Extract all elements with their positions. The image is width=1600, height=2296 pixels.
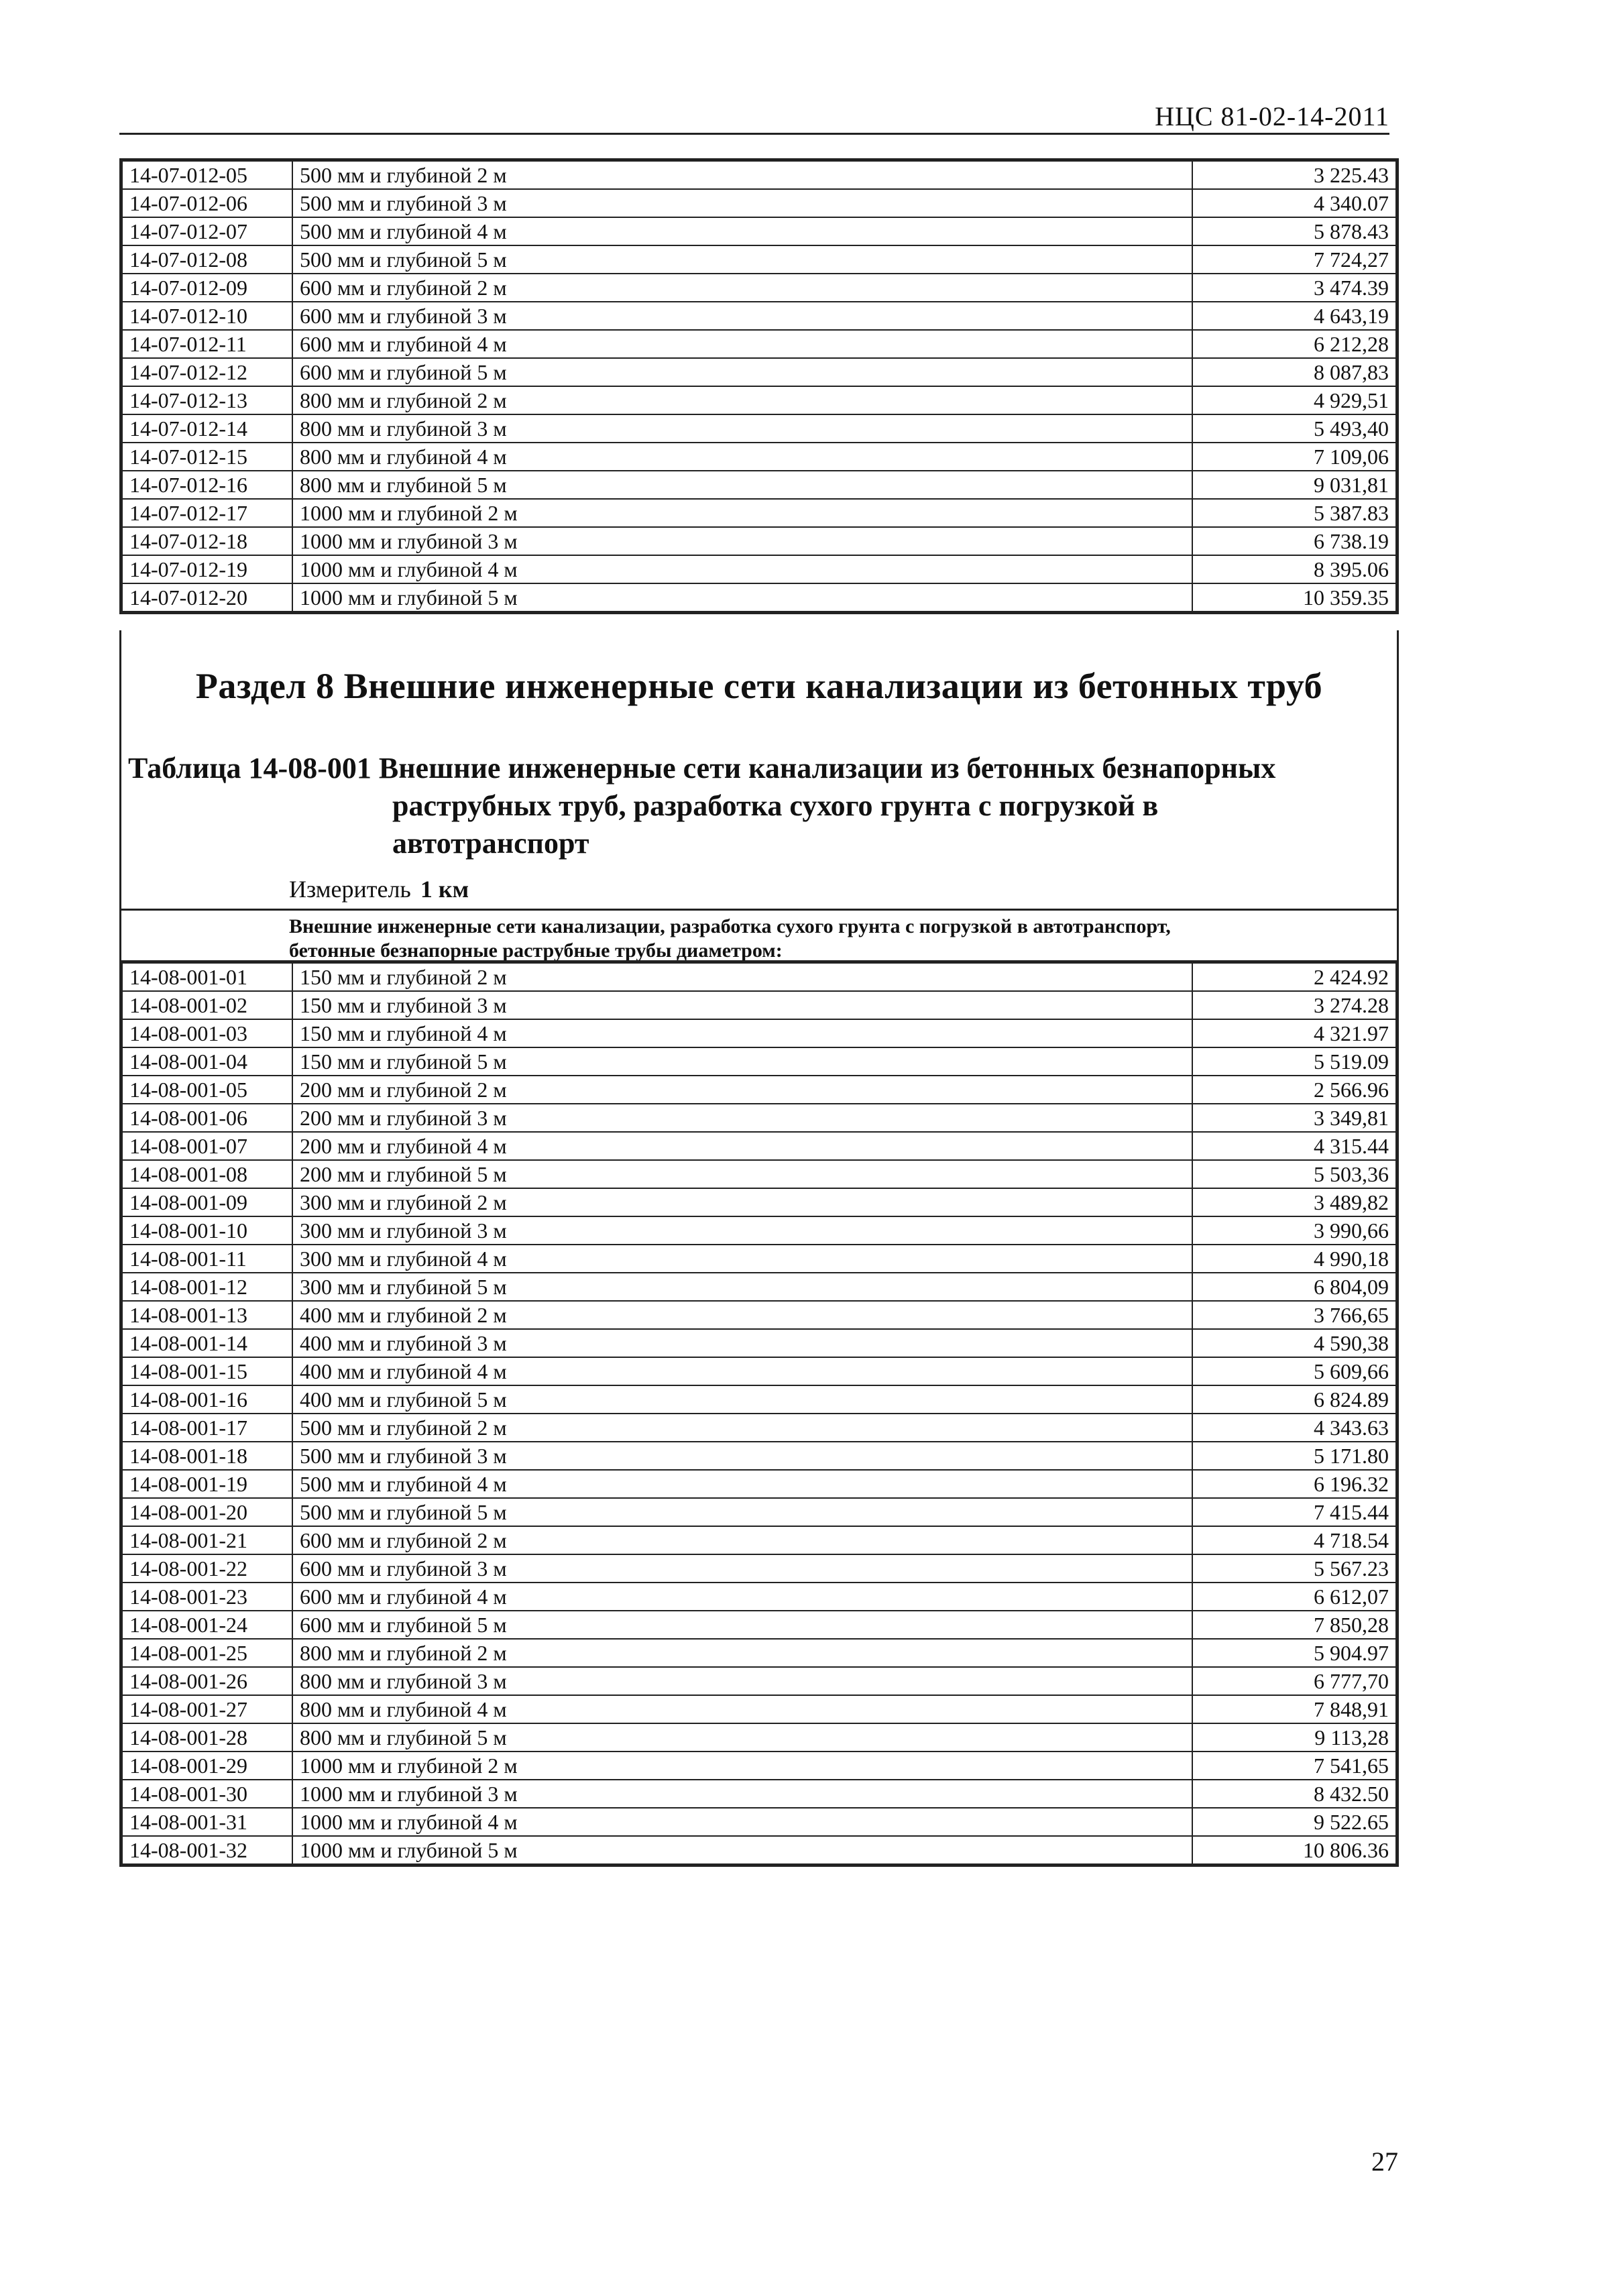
table-row	[122, 330, 1396, 358]
code-cell: 14-08-001-25	[122, 1639, 292, 1667]
description-cell: 800 мм и глубиной 4 м	[292, 443, 1192, 471]
price-cell: 4 343.63	[1192, 1414, 1396, 1442]
code-cell: 14-07-012-15	[122, 443, 292, 471]
table-14-07-012-body	[122, 161, 1396, 612]
code-cell: 14-07-012-17	[122, 499, 292, 527]
description-cell: 1000 мм и глубиной 4 м	[292, 555, 1192, 583]
table-14-08-001-body	[122, 963, 1396, 1864]
code-cell: 14-07-012-16	[122, 471, 292, 499]
price-cell: 6 612,07	[1192, 1583, 1396, 1611]
price-cell: 3 274.28	[1192, 991, 1396, 1019]
table-row	[122, 1019, 1396, 1047]
description-cell: 800 мм и глубиной 2 м	[292, 1639, 1192, 1667]
price-cell: 5 503,36	[1192, 1160, 1396, 1188]
unit-value: 1 км	[420, 876, 469, 903]
description-cell: 600 мм и глубиной 5 м	[292, 1611, 1192, 1639]
description-cell: 150 мм и глубиной 5 м	[292, 1047, 1192, 1076]
description-cell: 1000 мм и глубиной 3 м	[292, 1780, 1192, 1808]
price-cell: 6 212,28	[1192, 330, 1396, 358]
table-row	[122, 527, 1396, 555]
table-row	[122, 245, 1396, 274]
price-cell: 6 824.89	[1192, 1385, 1396, 1414]
table-row	[122, 1216, 1396, 1245]
table-row	[122, 499, 1396, 527]
code-cell: 14-08-001-10	[122, 1216, 292, 1245]
code-cell: 14-07-012-13	[122, 386, 292, 414]
description-cell: 1000 мм и глубиной 5 м	[292, 583, 1192, 612]
code-cell: 14-08-001-19	[122, 1470, 292, 1498]
table-row	[122, 1470, 1396, 1498]
group-heading-line-2: бетонные безнапорные раструбные трубы диаметром:	[289, 939, 783, 962]
table-row	[122, 1667, 1396, 1695]
price-cell: 3 990,66	[1192, 1216, 1396, 1245]
code-cell: 14-08-001-15	[122, 1357, 292, 1385]
code-cell: 14-08-001-23	[122, 1583, 292, 1611]
price-cell: 4 718.54	[1192, 1526, 1396, 1554]
table-row	[122, 1414, 1396, 1442]
description-cell: 800 мм и глубиной 2 м	[292, 386, 1192, 414]
price-cell: 7 848,91	[1192, 1695, 1396, 1723]
price-cell: 6 777,70	[1192, 1667, 1396, 1695]
table-row	[122, 1836, 1396, 1864]
description-cell: 200 мм и глубиной 4 м	[292, 1132, 1192, 1160]
description-cell: 500 мм и глубиной 4 м	[292, 1470, 1192, 1498]
table-row	[122, 1752, 1396, 1780]
price-cell: 4 590,38	[1192, 1329, 1396, 1357]
price-cell: 5 904.97	[1192, 1639, 1396, 1667]
description-cell: 500 мм и глубиной 5 м	[292, 1498, 1192, 1526]
price-cell: 5 387.83	[1192, 499, 1396, 527]
description-cell: 150 мм и глубиной 3 м	[292, 991, 1192, 1019]
price-cell: 3 766,65	[1192, 1301, 1396, 1329]
description-cell: 1000 мм и глубиной 3 м	[292, 527, 1192, 555]
table-row	[122, 583, 1396, 612]
code-cell: 14-08-001-22	[122, 1554, 292, 1583]
price-cell: 4 315.44	[1192, 1132, 1396, 1160]
description-cell: 800 мм и глубиной 5 м	[292, 471, 1192, 499]
table-row	[122, 358, 1396, 386]
table-row	[122, 161, 1396, 189]
code-cell: 14-07-012-12	[122, 358, 292, 386]
table-row	[122, 1132, 1396, 1160]
table-title-line-3: автотранспорт	[392, 827, 589, 860]
code-cell: 14-08-001-29	[122, 1752, 292, 1780]
code-cell: 14-08-001-21	[122, 1526, 292, 1554]
price-cell: 6 804,09	[1192, 1273, 1396, 1301]
unit-label: Измеритель	[289, 876, 411, 903]
code-cell: 14-08-001-09	[122, 1188, 292, 1216]
code-cell: 14-07-012-18	[122, 527, 292, 555]
code-cell: 14-07-012-10	[122, 302, 292, 330]
price-cell: 4 929,51	[1192, 386, 1396, 414]
code-cell: 14-08-001-14	[122, 1329, 292, 1357]
code-cell: 14-08-001-32	[122, 1836, 292, 1864]
price-cell: 4 643,19	[1192, 302, 1396, 330]
table-row	[122, 1273, 1396, 1301]
table-title	[128, 750, 1389, 862]
table-14-07-012-grid	[121, 160, 1397, 612]
code-cell: 14-08-001-04	[122, 1047, 292, 1076]
page-number: 27	[1371, 2146, 1398, 2177]
description-cell: 400 мм и глубиной 5 м	[292, 1385, 1192, 1414]
price-cell: 7 541,65	[1192, 1752, 1396, 1780]
price-cell: 5 493,40	[1192, 414, 1396, 443]
price-cell: 8 395.06	[1192, 555, 1396, 583]
table-row	[122, 1639, 1396, 1667]
table-row	[122, 1160, 1396, 1188]
code-cell: 14-07-012-11	[122, 330, 292, 358]
code-cell: 14-07-012-06	[122, 189, 292, 217]
unit-of-measure	[289, 875, 469, 903]
price-cell: 7 415.44	[1192, 1498, 1396, 1526]
code-cell: 14-08-001-16	[122, 1385, 292, 1414]
description-cell: 500 мм и глубиной 3 м	[292, 189, 1192, 217]
table-row	[122, 1554, 1396, 1583]
table-row	[122, 189, 1396, 217]
code-cell: 14-08-001-30	[122, 1780, 292, 1808]
table-row	[122, 414, 1396, 443]
description-cell: 1000 мм и глубиной 5 м	[292, 1836, 1192, 1864]
description-cell: 200 мм и глубиной 2 м	[292, 1076, 1192, 1104]
description-cell: 600 мм и глубиной 2 м	[292, 274, 1192, 302]
code-cell: 14-08-001-12	[122, 1273, 292, 1301]
description-cell: 800 мм и глубиной 5 м	[292, 1723, 1192, 1752]
description-cell: 500 мм и глубиной 4 м	[292, 217, 1192, 245]
code-cell: 14-08-001-05	[122, 1076, 292, 1104]
code-cell: 14-08-001-02	[122, 991, 292, 1019]
table-row	[122, 1611, 1396, 1639]
table-row	[122, 1780, 1396, 1808]
description-cell: 800 мм и глубиной 3 м	[292, 414, 1192, 443]
code-cell: 14-08-001-26	[122, 1667, 292, 1695]
description-cell: 300 мм и глубиной 3 м	[292, 1216, 1192, 1245]
price-cell: 8 087,83	[1192, 358, 1396, 386]
table-row	[122, 1695, 1396, 1723]
table-row	[122, 1245, 1396, 1273]
price-cell: 5 171.80	[1192, 1442, 1396, 1470]
price-cell: 3 349,81	[1192, 1104, 1396, 1132]
table-14-08-001-grid	[121, 962, 1397, 1865]
code-cell: 14-07-012-14	[122, 414, 292, 443]
price-table-14-07-012	[119, 158, 1399, 614]
description-cell: 150 мм и глубиной 2 м	[292, 963, 1192, 991]
price-table-14-08-001	[119, 960, 1399, 1867]
price-cell: 9 522.65	[1192, 1808, 1396, 1836]
code-cell: 14-08-001-13	[122, 1301, 292, 1329]
section-title: Раздел 8 Внешние инженерные сети канализации из бетонных труб	[195, 666, 1323, 706]
description-cell: 400 мм и глубиной 2 м	[292, 1301, 1192, 1329]
code-cell: 14-08-001-06	[122, 1104, 292, 1132]
table-row	[122, 1188, 1396, 1216]
description-cell: 1000 мм и глубиной 4 м	[292, 1808, 1192, 1836]
description-cell: 800 мм и глубиной 3 м	[292, 1667, 1192, 1695]
price-cell: 2 424.92	[1192, 963, 1396, 991]
table-row	[122, 302, 1396, 330]
description-cell: 600 мм и глубиной 5 м	[292, 358, 1192, 386]
description-cell: 600 мм и глубиной 2 м	[292, 1526, 1192, 1554]
table-row	[122, 443, 1396, 471]
group-heading-line-1: Внешние инженерные сети канализации, разработка сухого грунта с погрузкой в автотранспорт,	[289, 915, 1171, 937]
description-cell: 200 мм и глубиной 5 м	[292, 1160, 1192, 1188]
description-cell: 400 мм и глубиной 4 м	[292, 1357, 1192, 1385]
price-cell: 2 566.96	[1192, 1076, 1396, 1104]
description-cell: 500 мм и глубиной 2 м	[292, 1414, 1192, 1442]
document-code: НЦС 81-02-14-2011	[1155, 101, 1389, 131]
group-heading	[119, 909, 1399, 962]
price-cell: 9 113,28	[1192, 1723, 1396, 1752]
table-row	[122, 1723, 1396, 1752]
price-cell: 7 850,28	[1192, 1611, 1396, 1639]
code-cell: 14-08-001-24	[122, 1611, 292, 1639]
table-row	[122, 1526, 1396, 1554]
table-row	[122, 1808, 1396, 1836]
table-row	[122, 274, 1396, 302]
description-cell: 300 мм и глубиной 4 м	[292, 1245, 1192, 1273]
table-row	[122, 217, 1396, 245]
section-8-block	[119, 630, 1399, 912]
description-cell: 300 мм и глубиной 2 м	[292, 1188, 1192, 1216]
description-cell: 200 мм и глубиной 3 м	[292, 1104, 1192, 1132]
table-row	[122, 386, 1396, 414]
price-cell: 6 738.19	[1192, 527, 1396, 555]
code-cell: 14-08-001-17	[122, 1414, 292, 1442]
description-cell: 800 мм и глубиной 4 м	[292, 1695, 1192, 1723]
price-cell: 4 990,18	[1192, 1245, 1396, 1273]
table-row	[122, 1357, 1396, 1385]
group-heading-text	[289, 915, 1389, 963]
table-row	[122, 471, 1396, 499]
table-row	[122, 1104, 1396, 1132]
price-cell: 5 567.23	[1192, 1554, 1396, 1583]
description-cell: 400 мм и глубиной 3 м	[292, 1329, 1192, 1357]
table-row	[122, 1076, 1396, 1104]
code-cell: 14-08-001-28	[122, 1723, 292, 1752]
document-header	[119, 101, 1389, 135]
table-row	[122, 1329, 1396, 1357]
table-title-line-1: Таблица 14-08-001 Внешние инженерные сети канализации из бетонных безнапорных	[128, 752, 1276, 785]
description-cell: 1000 мм и глубиной 2 м	[292, 499, 1192, 527]
table-row	[122, 963, 1396, 991]
description-cell: 600 мм и глубиной 4 м	[292, 330, 1192, 358]
description-cell: 150 мм и глубиной 4 м	[292, 1019, 1192, 1047]
price-cell: 4 340.07	[1192, 189, 1396, 217]
table-row	[122, 1301, 1396, 1329]
code-cell: 14-07-012-08	[122, 245, 292, 274]
table-title-line-2: раструбных труб, разработка сухого грунта с погрузкой в	[392, 789, 1159, 822]
code-cell: 14-08-001-11	[122, 1245, 292, 1273]
table-row	[122, 991, 1396, 1019]
table-row	[122, 1385, 1396, 1414]
code-cell: 14-08-001-01	[122, 963, 292, 991]
code-cell: 14-08-001-31	[122, 1808, 292, 1836]
table-row	[122, 1047, 1396, 1076]
description-cell: 500 мм и глубиной 3 м	[292, 1442, 1192, 1470]
price-cell: 10 806.36	[1192, 1836, 1396, 1864]
price-cell: 6 196.32	[1192, 1470, 1396, 1498]
code-cell: 14-08-001-20	[122, 1498, 292, 1526]
description-cell: 300 мм и глубиной 5 м	[292, 1273, 1192, 1301]
price-cell: 5 878.43	[1192, 217, 1396, 245]
price-cell: 10 359.35	[1192, 583, 1396, 612]
description-cell: 600 мм и глубиной 3 м	[292, 302, 1192, 330]
code-cell: 14-08-001-27	[122, 1695, 292, 1723]
table-row	[122, 1583, 1396, 1611]
price-cell: 3 225.43	[1192, 161, 1396, 189]
description-cell: 600 мм и глубиной 4 м	[292, 1583, 1192, 1611]
code-cell: 14-07-012-09	[122, 274, 292, 302]
price-cell: 9 031,81	[1192, 471, 1396, 499]
price-cell: 5 519.09	[1192, 1047, 1396, 1076]
price-cell: 8 432.50	[1192, 1780, 1396, 1808]
description-cell: 500 мм и глубиной 5 м	[292, 245, 1192, 274]
price-cell: 3 489,82	[1192, 1188, 1396, 1216]
table-row	[122, 555, 1396, 583]
price-cell: 7 109,06	[1192, 443, 1396, 471]
description-cell: 600 мм и глубиной 3 м	[292, 1554, 1192, 1583]
code-cell: 14-08-001-18	[122, 1442, 292, 1470]
code-cell: 14-08-001-03	[122, 1019, 292, 1047]
price-cell: 3 474.39	[1192, 274, 1396, 302]
code-cell: 14-08-001-07	[122, 1132, 292, 1160]
description-cell: 500 мм и глубиной 2 м	[292, 161, 1192, 189]
price-cell: 5 609,66	[1192, 1357, 1396, 1385]
description-cell: 1000 мм и глубиной 2 м	[292, 1752, 1192, 1780]
table-row	[122, 1498, 1396, 1526]
code-cell: 14-08-001-08	[122, 1160, 292, 1188]
price-cell: 4 321.97	[1192, 1019, 1396, 1047]
code-cell: 14-07-012-05	[122, 161, 292, 189]
code-cell: 14-07-012-19	[122, 555, 292, 583]
code-cell: 14-07-012-20	[122, 583, 292, 612]
table-row	[122, 1442, 1396, 1470]
price-cell: 7 724,27	[1192, 245, 1396, 274]
code-cell: 14-07-012-07	[122, 217, 292, 245]
